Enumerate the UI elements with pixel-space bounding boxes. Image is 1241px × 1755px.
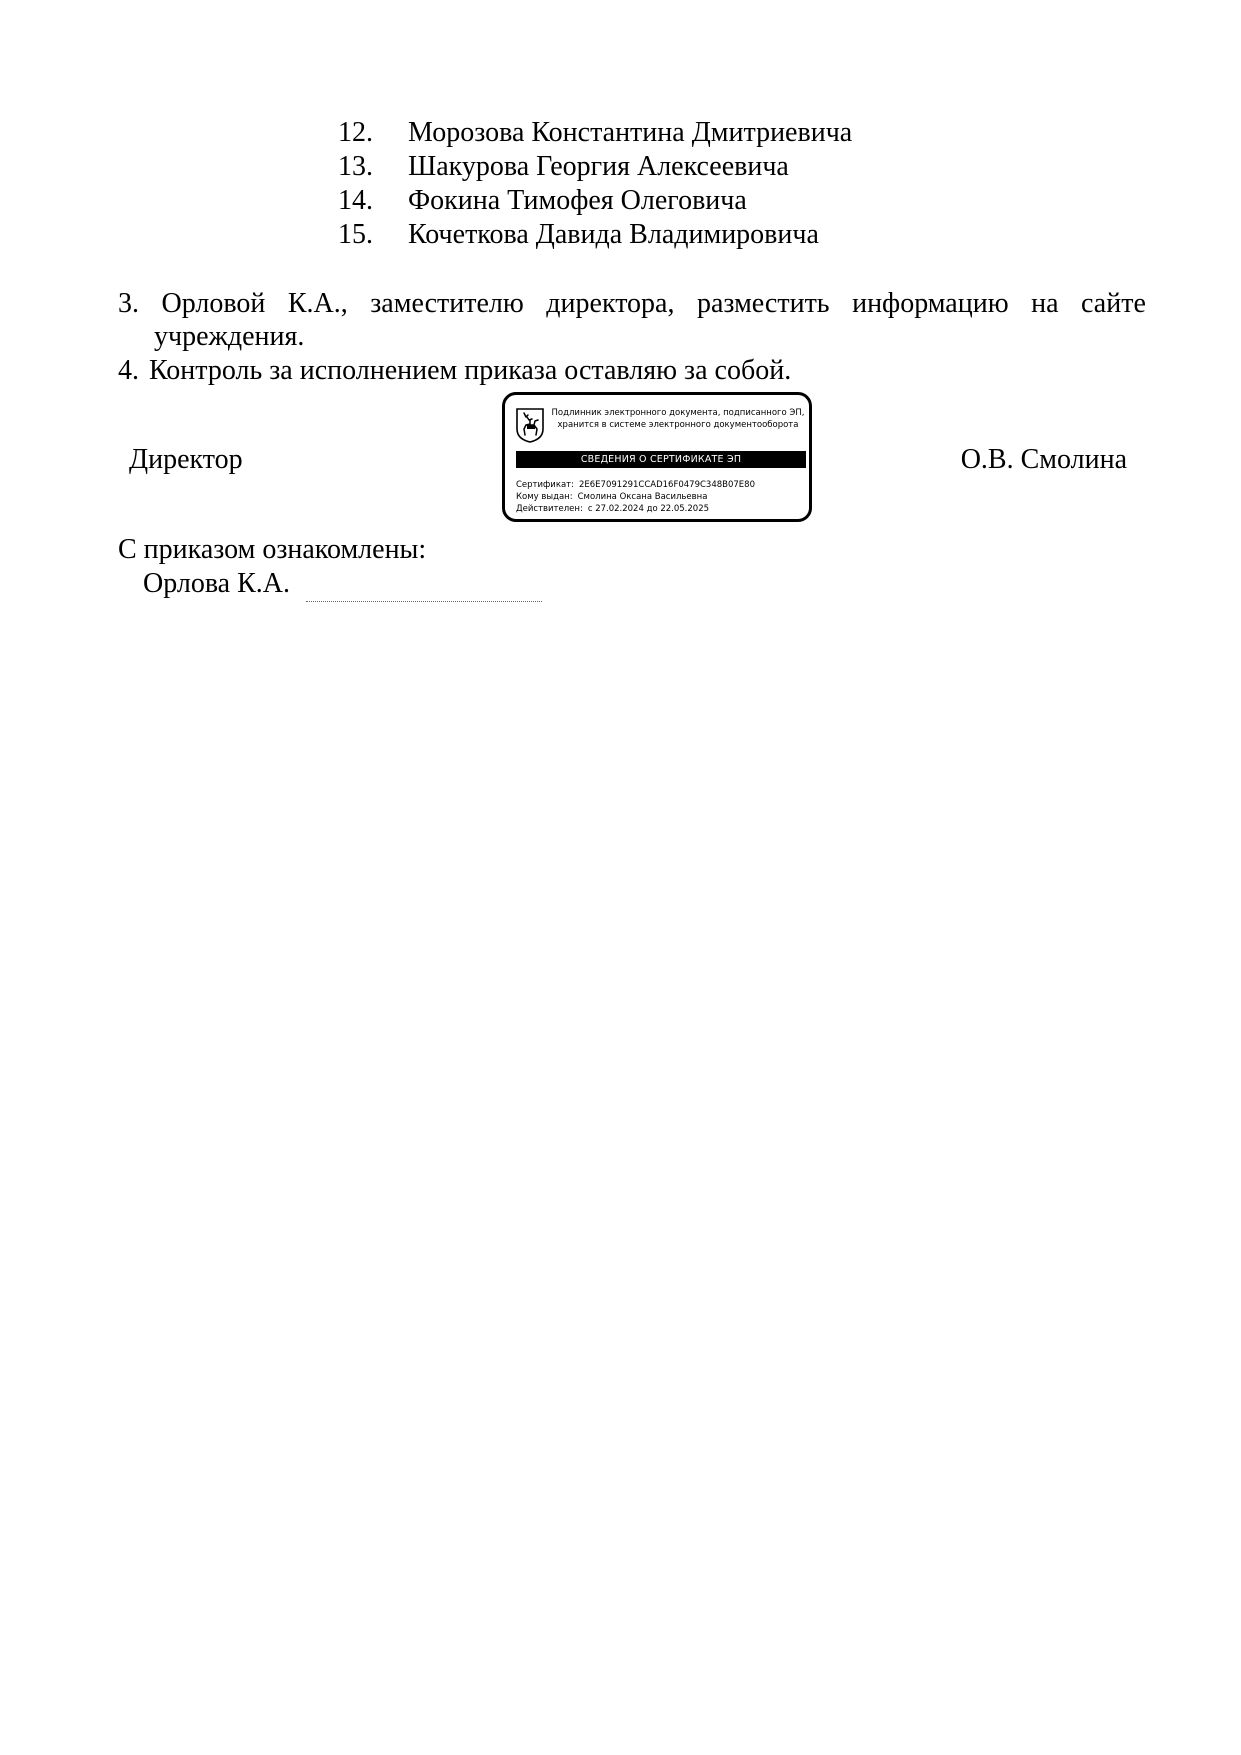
paragraph-word: информацию (852, 288, 1009, 319)
deer-coat-of-arms-icon (515, 407, 545, 443)
issued-to-value: Смолина Оксана Васильевна (577, 492, 708, 502)
acknowledgement-person: Орлова К.А. (143, 568, 290, 599)
stamp-details (516, 479, 808, 515)
certificate-value: 2E6E7091291CCAD16F0479C348B07E80 (579, 480, 755, 490)
stamp-header (549, 407, 807, 431)
stamp-title-bar: СВЕДЕНИЯ О СЕРТИФИКАТЕ ЭП (516, 451, 806, 468)
list-item-number: 15. (338, 219, 373, 250)
paragraph-word: заместителю (370, 288, 524, 319)
list-item-text: Фокина Тимофея Олеговича (408, 185, 747, 216)
paragraph-text: Контроль за исполнением приказа оставляю за собой. (149, 355, 792, 386)
list-item (338, 218, 852, 252)
list-item-number: 12. (338, 117, 373, 148)
signer-name: О.В. Смолина (960, 444, 1127, 475)
paragraph-number: 4. (118, 355, 139, 386)
signature-line (306, 601, 542, 602)
list-item (338, 150, 852, 184)
paragraph-4 (118, 354, 791, 387)
stamp-header-line: хранится в системе электронного документооборота (557, 420, 799, 430)
validity-label: Действителен: (516, 504, 583, 514)
paragraph-word: директора, (546, 288, 675, 319)
certificate-row (516, 479, 808, 491)
list-item (338, 116, 852, 150)
paragraph-word: К.А., (287, 288, 348, 319)
issued-to-label: Кому выдан: (516, 492, 573, 502)
paragraph-3 (118, 287, 1146, 353)
student-list (338, 116, 852, 252)
certificate-label: Сертификат: (516, 480, 574, 490)
paragraph-number: 3. (118, 288, 139, 319)
validity-value: с 27.02.2024 до 22.05.2025 (587, 504, 710, 514)
signer-role: Директор (129, 444, 243, 475)
stamp-header-line: Подлинник электронного документа, подписанного ЭП, (551, 408, 805, 418)
electronic-signature-stamp (502, 392, 812, 522)
validity-row (516, 503, 808, 515)
list-item-text: Кочеткова Давида Владимировича (408, 219, 819, 250)
issued-to-row (516, 491, 808, 503)
list-item (338, 184, 852, 218)
list-item-number: 13. (338, 151, 373, 182)
paragraph-3-line-1 (118, 287, 1146, 320)
acknowledgement-title: С приказом ознакомлены: (118, 534, 427, 565)
paragraph-3-line-2: учреждения. (154, 321, 305, 352)
paragraph-word: Орловой (161, 288, 266, 319)
list-item-text: Шакурова Георгия Алексеевича (408, 151, 789, 182)
paragraph-word: разместить (696, 288, 830, 319)
list-item-text: Морозова Константина Дмитриевича (408, 117, 853, 148)
list-item-number: 14. (338, 185, 373, 216)
paragraph-word: на (1031, 288, 1059, 319)
paragraph-word: сайте (1081, 288, 1146, 319)
